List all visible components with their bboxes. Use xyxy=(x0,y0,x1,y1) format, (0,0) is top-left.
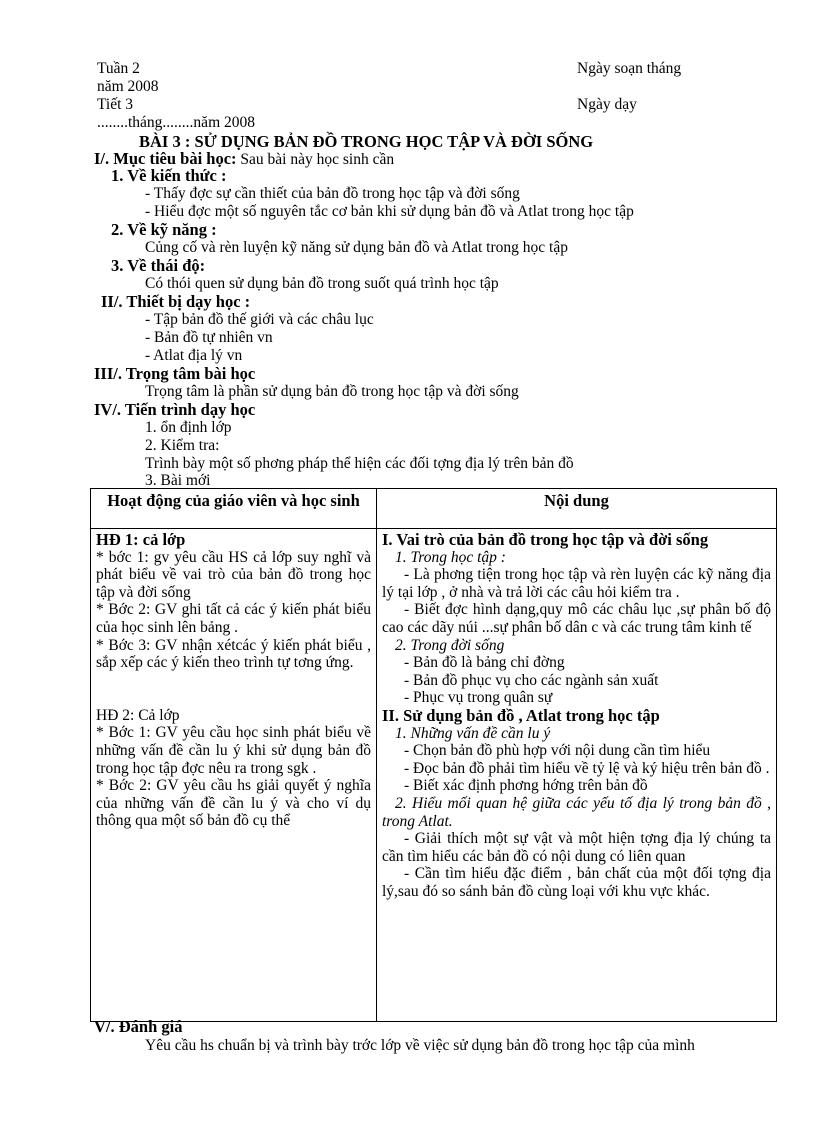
procedure-step: 3. Bài mới xyxy=(145,472,211,489)
section2-sub2-item: - Giải thích một sự vật và một hiện tợng địa lý chúng ta cần tìm hiểu các bản đồ có nội dung có liên quan xyxy=(382,830,771,865)
focus-text: Trọng tâm là phần sử dụng bản đồ trong học tập và đời sống xyxy=(145,383,519,400)
section2-sub2-item: - Cần tìm hiểu đặc điểm , bản chất của một đối tợng địa lý,sau đó so sánh bản đồ cùng loại với khu vực khác. xyxy=(382,865,771,900)
section2-sub1-item: - Chọn bản đồ phù hợp với nội dung cần tìm hiểu xyxy=(404,742,711,760)
lesson-table xyxy=(90,488,777,1022)
section1-sub1-item: - Là phơng tiện trong học tập và rèn luyện các kỹ năng địa lý tại lớp , ở nhà và trả lời các câu hỏi kiểm tra . xyxy=(382,566,771,601)
col-content-header: Nội dung xyxy=(377,489,777,529)
content-cell xyxy=(377,529,777,1022)
equipment-item: - Atlat địa lý vn xyxy=(145,347,243,364)
section1-sub1: 1. Trong học tập : xyxy=(395,548,506,566)
table-row xyxy=(91,529,777,1022)
hd2-title: HĐ 2: Cả lớp xyxy=(96,706,180,724)
knowledge-item: - Thấy đợc sự cần thiết của bản đồ trong học tập và đời sống xyxy=(145,185,520,202)
attitude-text: Có thói quen sử dụng bản đồ trong suốt quá trình học tập xyxy=(145,275,499,292)
objectives-heading: I/. Mục tiêu bài học: xyxy=(94,149,237,168)
teach-date-label: Ngày dạy xyxy=(577,96,637,113)
section2-title: II. Sử dụng bản đồ , Atlat trong học tập xyxy=(382,705,660,725)
table-header-row xyxy=(91,489,777,529)
date-line: ........tháng........năm 2008 xyxy=(97,114,255,131)
section1-sub2-item: - Bản đồ phục vụ cho các ngành sản xuất xyxy=(404,671,659,689)
equipment-heading: II/. Thiết bị dạy học : xyxy=(101,292,251,311)
section1-sub2: 2. Trong đời sống xyxy=(395,636,505,654)
hd2-step: * Bớc 2: GV yêu cầu hs giải quyết ý nghĩa của những vấn đề cần lu ý và cho ví dụ thông qua một số bản đồ cụ thể xyxy=(96,777,371,830)
section2-sub2: 2. Hiểu mối quan hệ giữa các yếu tố địa lý trong bản đồ , trong Atlat. xyxy=(382,794,771,830)
skills-heading: 2. Về kỹ năng : xyxy=(111,220,217,239)
evaluation-text: Yêu cầu hs chuẩn bị và trình bày trớc lớp về việc sử dụng bản đồ trong học tập của mình xyxy=(145,1037,695,1054)
procedure-heading: IV/. Tiến trình dạy học xyxy=(94,400,256,419)
section2-sub1-item: - Biết xác định phơng hớng trên bản đồ xyxy=(404,777,648,795)
prep-date-label: Ngày soạn tháng xyxy=(577,60,682,77)
section2-sub1-item: - Đọc bản đồ phải tìm hiểu về tỷ lệ và ký hiệu trên bản đồ . xyxy=(404,759,770,777)
focus-heading: III/. Trọng tâm bài học xyxy=(94,364,256,383)
week-label: Tuần 2 xyxy=(97,60,140,77)
period-label: Tiết 3 xyxy=(97,96,134,113)
hd1-step: * Bớc 3: GV nhận xétcác ý kiến phát biểu , sắp xếp các ý kiến theo trình tự tơng ứng. xyxy=(96,636,371,672)
equipment-item: - Tập bản đồ thế giới và các châu lục xyxy=(145,311,374,328)
activities-cell xyxy=(91,529,377,1022)
procedure-step: Trình bày một số phơng pháp thể hiện các đối tợng địa lý trên bản đồ xyxy=(145,455,574,472)
attitude-heading: 3. Về thái độ: xyxy=(111,256,206,275)
procedure-step: 1. ổn định lớp xyxy=(145,419,232,436)
evaluation-heading: V/. Đánh giá xyxy=(94,1017,183,1036)
knowledge-heading: 1. Về kiến thức : xyxy=(111,166,227,185)
hd1-step: * Bớc 2: GV ghi tất cả các ý kiến phát biểu của học sinh lên bảng . xyxy=(96,601,371,636)
section1-sub2-item: - Bản đồ là bảng chỉ đờng xyxy=(404,654,565,672)
year-label: năm 2008 xyxy=(97,78,159,95)
hd2-step: * Bớc 1: GV yêu cầu học sinh phát biểu về những vấn đề cần lu ý khi sử dụng bản đồ trong học tập đợc nêu ra trong sgk . xyxy=(96,724,371,777)
procedure-step: 2. Kiểm tra: xyxy=(145,437,220,454)
knowledge-item: - Hiểu đợc một số nguyên tắc cơ bản khi sử dụng bản đồ và Atlat trong học tập xyxy=(145,203,634,220)
skills-text: Củng cố và rèn luyện kỹ năng sử dụng bản đồ và Atlat trong học tập xyxy=(145,239,568,256)
hd1-title: HĐ 1: cả lớp xyxy=(96,530,186,549)
section1-sub1-item: - Biết đợc hình dạng,quy mô các châu lục ,sự phân bố độ cao các dãy núi ...sự phân bố dân c và các trung tâm kinh tế xyxy=(382,601,771,636)
section1-sub2-item: - Phục vụ trong quân sự xyxy=(404,689,553,707)
section2-sub1: 1. Những vấn đề cần lu ý xyxy=(395,724,551,742)
lesson-title: BÀI 3 : SỬ DỤNG BẢN ĐỒ TRONG HỌC TẬP VÀ ĐỜI SỐNG xyxy=(139,132,594,151)
equipment-item: - Bản đồ tự nhiên vn xyxy=(145,329,273,346)
objectives-intro: Sau bài này học sinh cần xyxy=(240,151,395,168)
section1-title: I. Vai trò của bản đồ trong học tập và đời sống xyxy=(382,530,709,549)
hd1-step: * bớc 1: gv yêu cầu HS cả lớp suy nghĩ và phát biểu về vai trò của bản đồ trong học tập và đời sống xyxy=(96,548,371,601)
col-activities-header: Hoạt động của giáo viên và học sinh xyxy=(91,489,377,529)
